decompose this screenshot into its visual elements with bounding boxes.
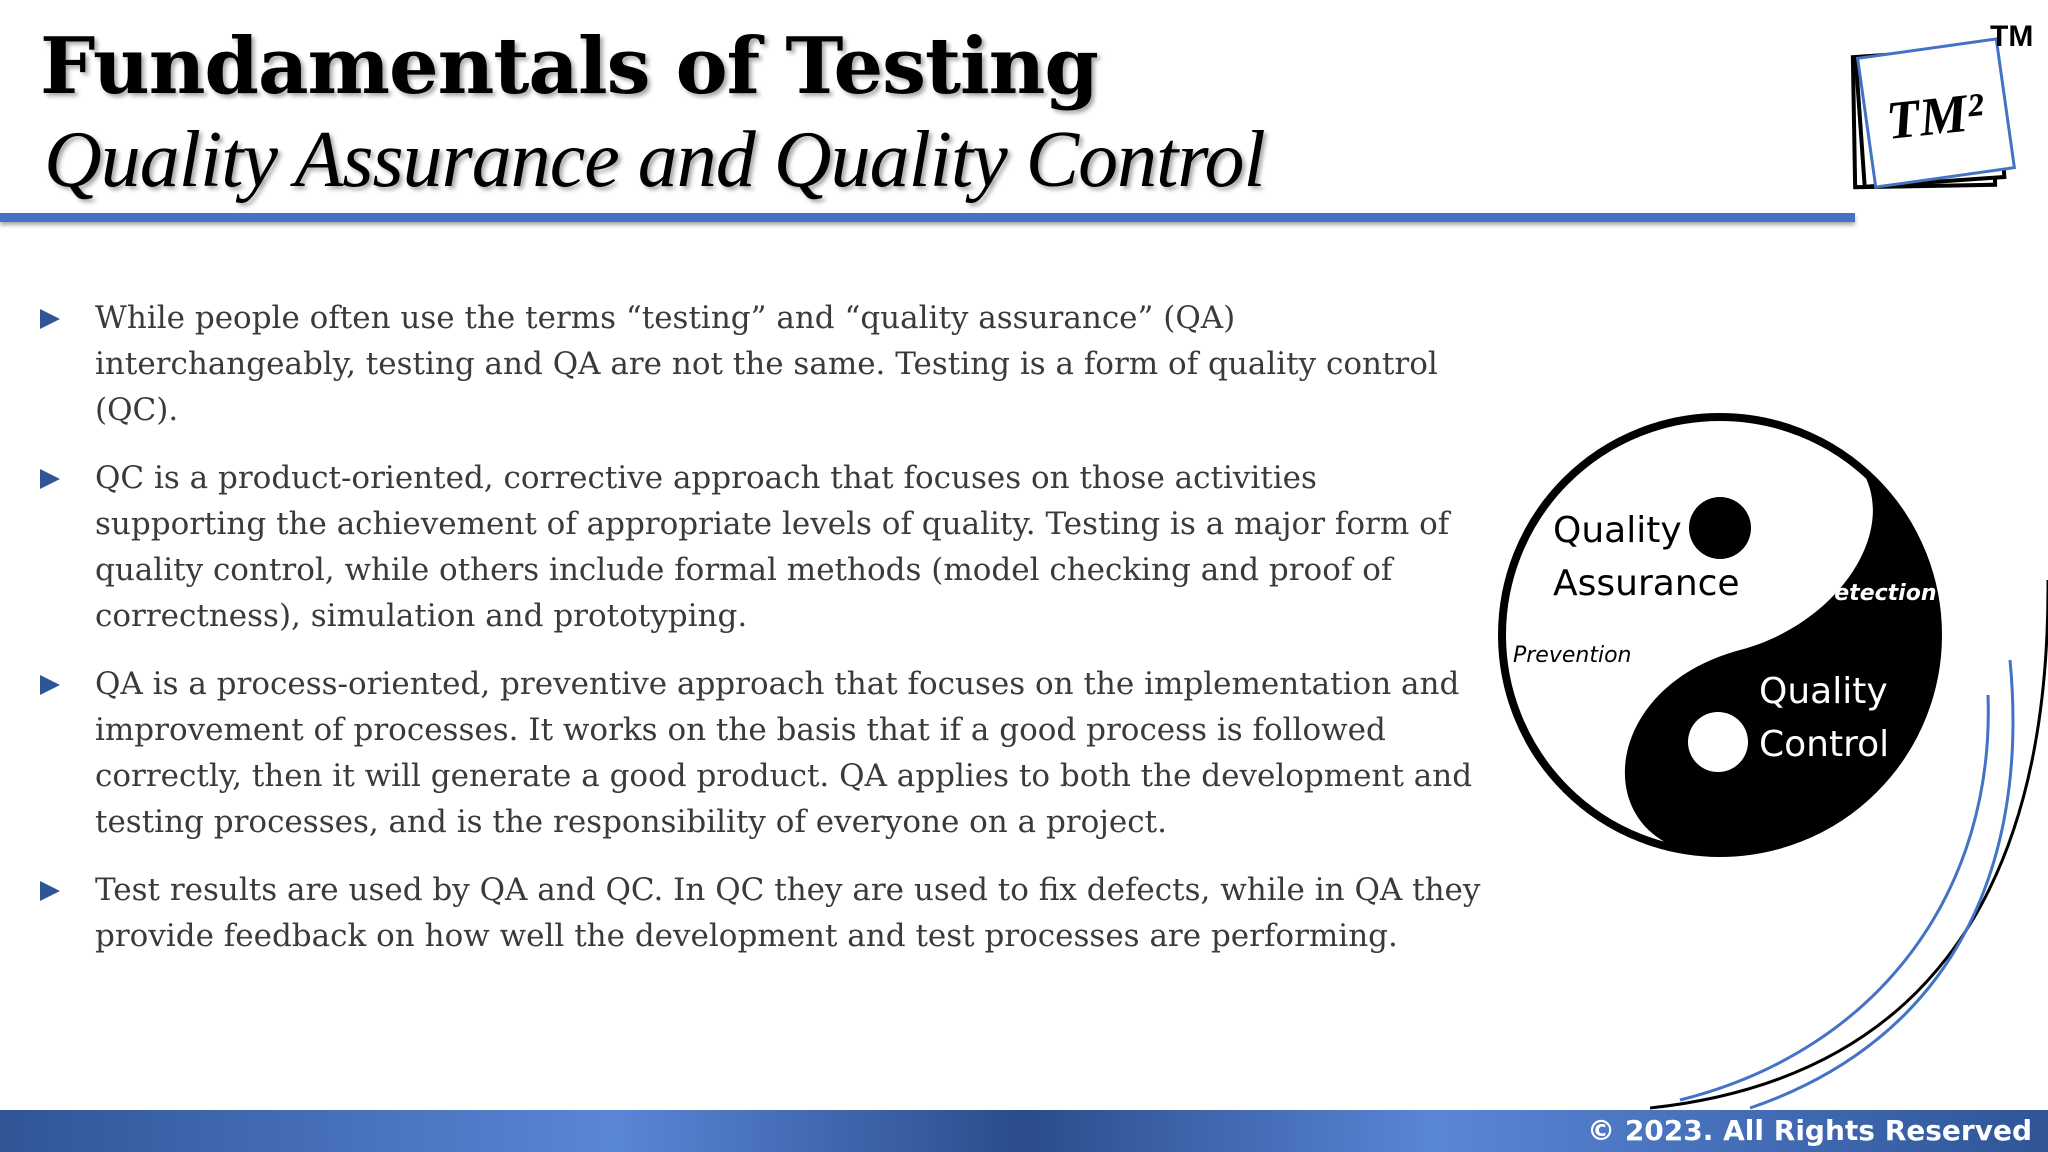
bullet-list — [38, 295, 1488, 981]
logo-text: TM² — [1883, 81, 1987, 151]
bullet-item — [38, 661, 1488, 845]
footer-bar — [0, 1110, 2048, 1152]
qa-dot — [1689, 497, 1751, 559]
bullet-text: While people often use the terms “testing” and “quality assurance” (QA) interchangeably, testing and QA are not the same. Testing is a form of quality control (QC). — [95, 300, 1438, 428]
decorative-curves — [1650, 580, 2048, 1120]
triangle-bullet-icon — [40, 309, 60, 329]
bullet-item — [38, 867, 1488, 959]
bullet-item — [38, 295, 1488, 433]
prevention-label: Prevention — [1513, 643, 1632, 668]
title-divider — [0, 213, 1855, 222]
copyright-text: © 2023. All Rights Reserved — [1587, 1114, 2032, 1147]
triangle-bullet-icon — [40, 881, 60, 901]
qa-label-line2: Assurance — [1553, 563, 1740, 604]
bullet-text: QA is a process-oriented, preventive approach that focuses on the implementation and improvement of processes. It works on the basis that if a good process is followed correctly, then it will generate a good product. QA applies to both the development and testing processes, and is the responsibility of everyone on a project. — [95, 666, 1473, 840]
bullet-text: Test results are used by QA and QC. In QC they are used to fix defects, while in QA they provide feedback on how well the development and test processes are performing. — [95, 872, 1481, 954]
bullet-text: QC is a product-oriented, corrective approach that focuses on those activities supporting the achievement of appropriate levels of quality. Testing is a major form of quality control, while others include formal methods (model checking and proof of correctness), simulation and prototyping. — [95, 460, 1450, 634]
qc-label-line2: Control — [1759, 724, 1890, 765]
qc-label-line1: Quality — [1759, 671, 1888, 712]
slide-title: Fundamentals of Testing — [40, 21, 1098, 112]
detection-label: Detection — [1816, 581, 1937, 606]
bullet-item — [38, 455, 1488, 639]
qa-label-line1: Quality — [1553, 510, 1682, 551]
triangle-bullet-icon — [40, 469, 60, 489]
slide-subtitle: Quality Assurance and Quality Control — [44, 116, 1265, 204]
triangle-bullet-icon — [40, 675, 60, 695]
trademark-symbol: TM — [1990, 20, 2034, 53]
